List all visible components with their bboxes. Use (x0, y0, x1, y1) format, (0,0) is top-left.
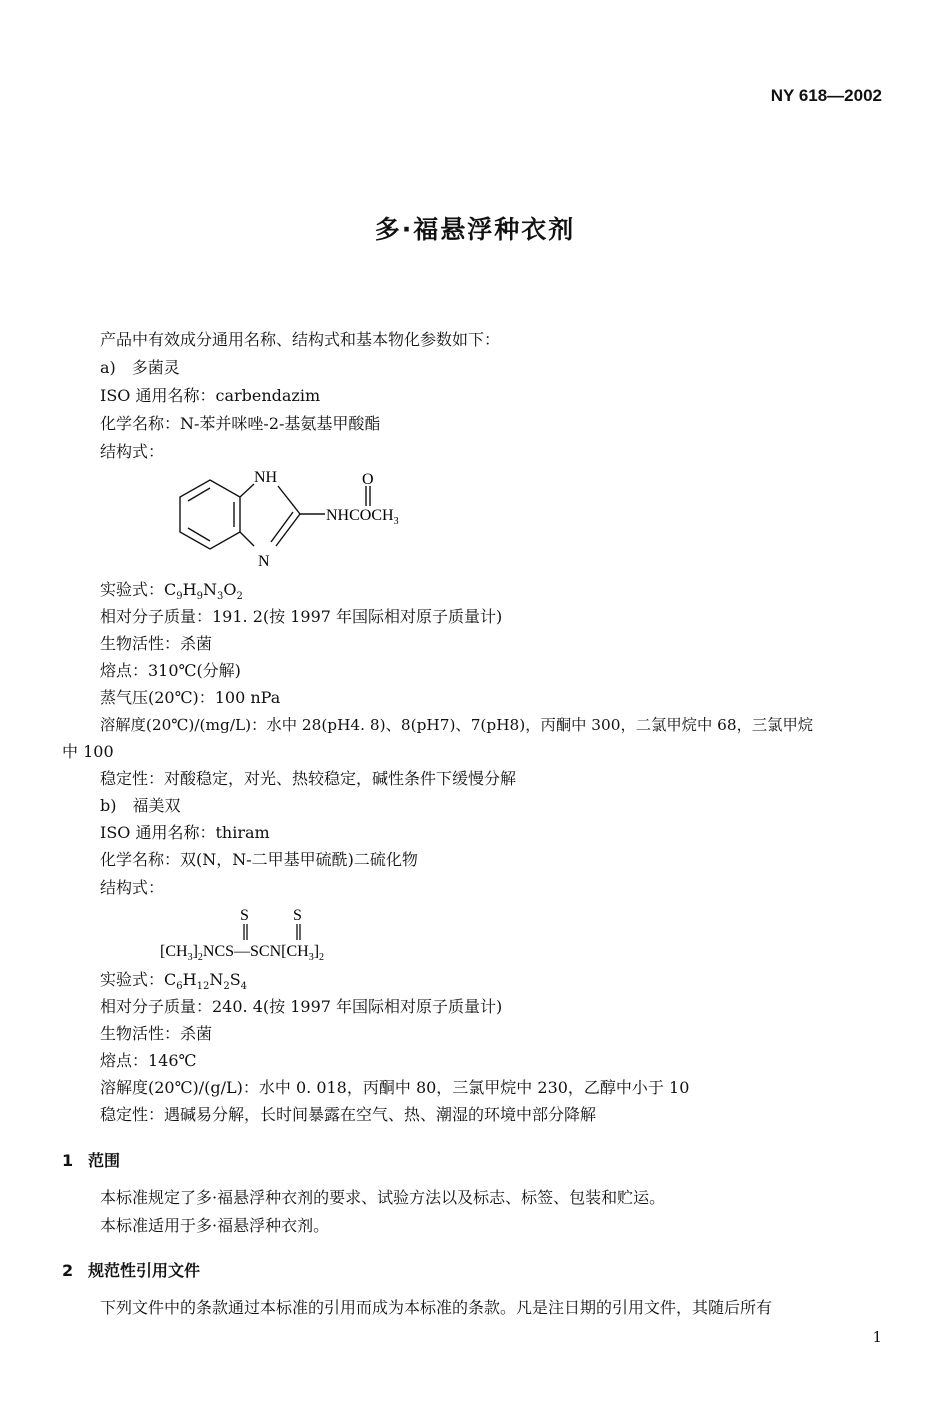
thiram-formula: 实验式：$C_6H_{12}N_2S_4$ (100, 970, 248, 993)
carbendazim-structure-diagram (150, 462, 450, 574)
section-1-title: 范围 (88, 1151, 121, 1170)
carbendazim-structure-label: 结构式： (100, 442, 165, 461)
section-1-number: 1 (62, 1151, 74, 1170)
intro-text: 产品中有效成分通用名称、结构式和基本物化参数如下： (100, 330, 501, 349)
document-title: 多·福悬浮种衣剂 (374, 215, 576, 244)
section-2-title: 规范性引用文件 (88, 1261, 201, 1280)
section-1-heading (62, 1148, 120, 1171)
carbendazim-stability: 稳定性：对酸稳定，对光、热较稳定，碱性条件下缓慢分解 (100, 769, 517, 788)
carbendazim-label: a) 多菌灵 (100, 358, 180, 377)
thiram-solubility: 溶解度(20℃)/(g/L)：水中 0. 018，丙酮中 80，三氯甲烷中 230，乙醇中小于 10 (100, 1078, 690, 1097)
thiram-structure-diagram (160, 902, 420, 964)
carbendazim-solubility: 溶解度(20℃)/(mg/L)：水中 28(pH4. 8)、8(pH7)、7(pH8)，丙酮中 300，二氯甲烷中 68，三氯甲烷 (100, 716, 814, 734)
thiram-mol-mass: 相对分子质量：240. 4(按 1997 年国际相对原子质量计) (100, 997, 503, 1016)
thiram-structure-text: $[CH_3]_2NCS—SCN[CH_3]_2$ (160, 943, 325, 963)
benzene-ring (180, 480, 240, 549)
thiram-label: b) 福美双 (100, 796, 181, 815)
carbendazim-bioactivity: 生物活性：杀菌 (100, 634, 213, 653)
page-number: 1 (872, 1328, 882, 1346)
thiram-iso-name: ISO 通用名称：thiram (100, 823, 270, 842)
nh-label: NH (254, 469, 278, 486)
carbendazim-vapor-pressure: 蒸气压(20℃)：100 nPa (100, 688, 281, 707)
carbendazim-formula: 实验式：$C_9H_9N_3O_2$ (100, 580, 243, 603)
carbendazim-melting-point: 熔点：310℃(分解) (100, 661, 241, 680)
carbendazim-iso-name: ISO 通用名称：carbendazim (100, 386, 321, 405)
carbendazim-mol-mass: 相对分子质量：191. 2(按 1997 年国际相对原子质量计) (100, 607, 503, 626)
sulfur-label-1: S (240, 907, 249, 924)
thiram-chem-name: 化学名称：双(N，N-二甲基甲硫酰)二硫化物 (100, 850, 418, 869)
sulfur-label-2: S (293, 907, 302, 924)
section-1-para-1: 本标准规定了多·福悬浮种衣剂的要求、试验方法以及标志、标签、包装和贮运。 (100, 1188, 666, 1207)
carbendazim-chem-name: 化学名称：N-苯并咪唑-2-基氨基甲酸酯 (100, 414, 381, 433)
section-2-number: 2 (62, 1261, 74, 1280)
section-2-para-1: 下列文件中的条款通过本标准的引用而成为本标准的条款。凡是注日期的引用文件，其随后所有 (100, 1298, 773, 1317)
thiram-bioactivity: 生物活性：杀菌 (100, 1024, 213, 1043)
section-2-heading (62, 1258, 200, 1281)
thiram-melting-point: 熔点：146℃ (100, 1051, 197, 1070)
substituent-label: $NHCOCH_3$ (326, 507, 399, 527)
nitrogen-label: N (258, 553, 270, 570)
thiram-structure-label: 结构式： (100, 878, 165, 897)
oxygen-label: O (362, 471, 374, 488)
thiram-stability: 稳定性：遇碱易分解，长时间暴露在空气、热、潮湿的环境中部分降解 (100, 1105, 597, 1124)
carbendazim-solubility-cont: 中 100 (62, 742, 114, 761)
standard-number: NY 618—2002 (770, 86, 882, 105)
section-1-para-2: 本标准适用于多·福悬浮种衣剂。 (100, 1216, 330, 1235)
